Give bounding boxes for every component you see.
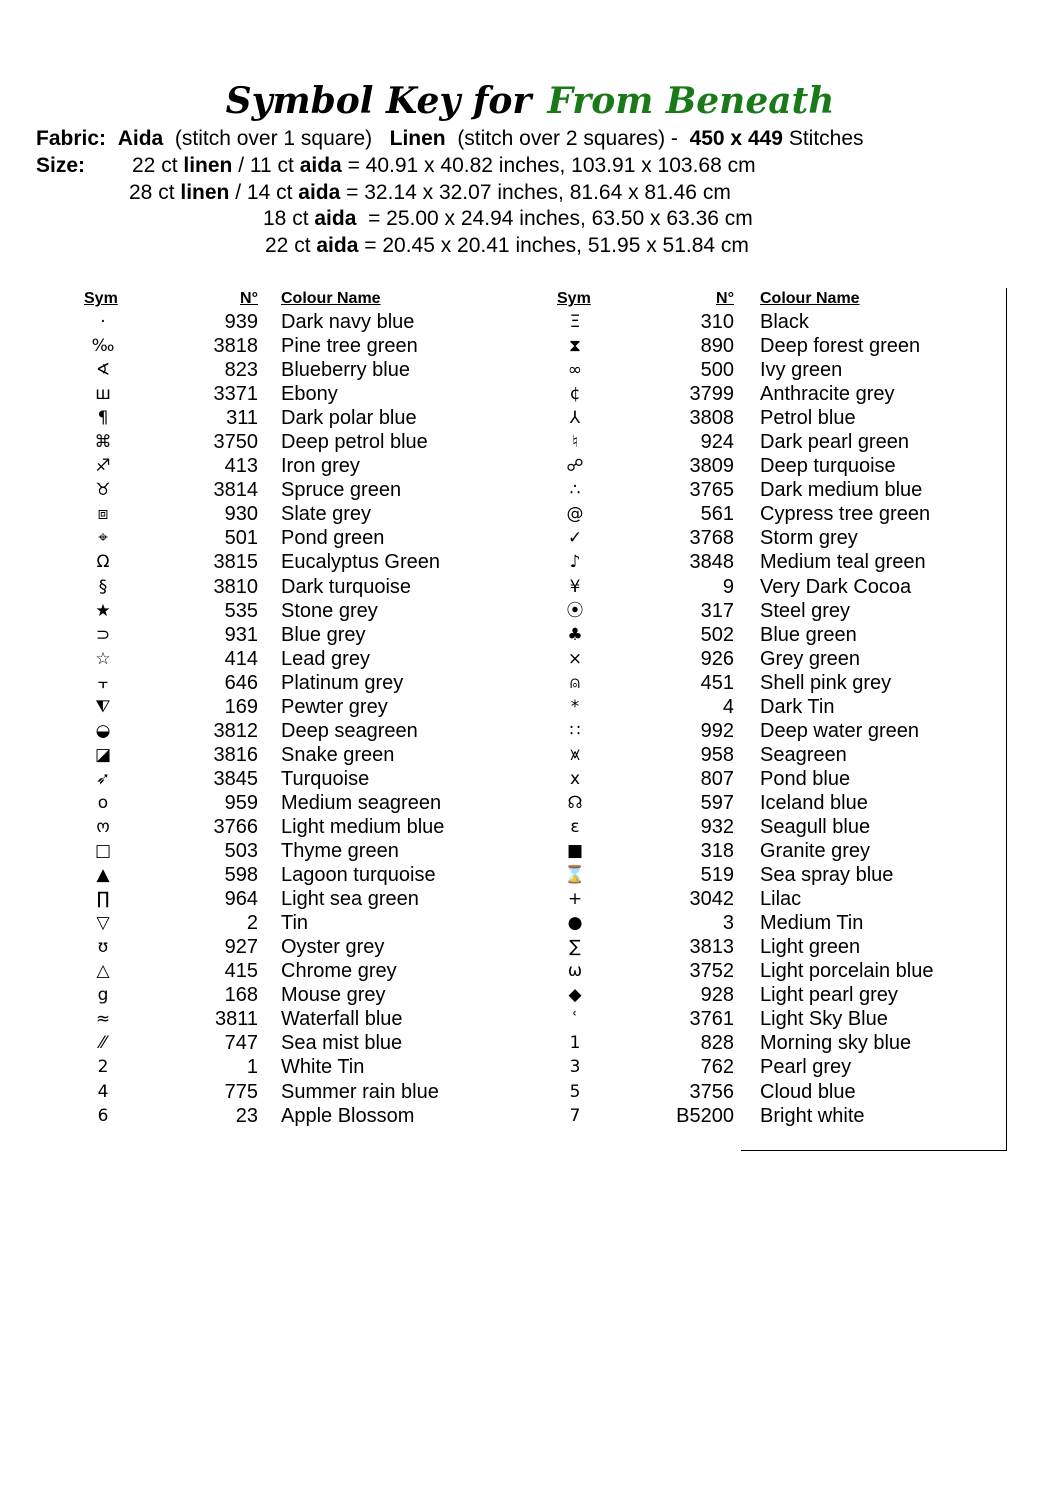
floss-number: 958 [700, 743, 734, 766]
floss-number: 927 [224, 936, 258, 959]
table-row [0, 815, 1006, 839]
floss-number: 3816 [213, 743, 258, 766]
symbol-glyph: ɛ [570, 816, 580, 837]
floss-number: 928 [700, 984, 734, 1007]
header-number: N° [240, 290, 258, 307]
colour-name: Iron grey [281, 455, 360, 478]
table-row [0, 911, 1006, 935]
symbol-glyph: ≈ [95, 1009, 111, 1030]
floss-number: 3845 [213, 767, 258, 790]
colour-name: Deep seagreen [281, 719, 418, 742]
symbol-glyph: ⧗ [569, 336, 581, 357]
floss-number: 775 [224, 1080, 258, 1103]
floss-number: 168 [224, 984, 258, 1007]
floss-number: 959 [224, 791, 258, 814]
floss-number: 3768 [689, 527, 734, 550]
page-title [0, 78, 1060, 124]
floss-number: 926 [700, 647, 734, 670]
symbol-glyph: ⌖ [98, 528, 108, 549]
colour-name: Light sea green [281, 888, 419, 911]
symbol-glyph: ⫟ [97, 672, 109, 693]
symbol-glyph: ∢ [95, 360, 111, 381]
colour-name: Oyster grey [281, 936, 385, 959]
title-prefix: Symbol Key for [225, 80, 532, 122]
symbol-glyph: ⁄⁄ [100, 1033, 106, 1054]
floss-number: 964 [224, 888, 258, 911]
colour-name: Lilac [760, 888, 802, 911]
floss-number: 3371 [213, 383, 258, 406]
colour-name: Lead grey [281, 647, 370, 670]
colour-name: Medium Tin [760, 912, 864, 935]
symbol-glyph: ☊ [567, 792, 583, 813]
floss-number: 924 [700, 431, 734, 454]
symbol-glyph: ʿ [572, 1009, 578, 1030]
table-row [0, 526, 1006, 550]
symbol-glyph: ◆ [568, 985, 582, 1006]
size-label: Size: [36, 154, 86, 177]
symbol-glyph: ➶ [95, 768, 111, 789]
table-row [0, 575, 1006, 599]
floss-number: 451 [700, 671, 734, 694]
table-row [0, 791, 1006, 815]
table-row [0, 406, 1006, 430]
symbol-glyph: ♪ [569, 552, 581, 573]
table-row [0, 839, 1006, 863]
header-colour-name: Colour Name [760, 290, 860, 307]
colour-name: Medium seagreen [281, 791, 442, 814]
colour-name: Dark turquoise [281, 575, 412, 598]
colour-name: Stone grey [281, 599, 378, 622]
floss-number: 3809 [689, 455, 734, 478]
floss-number: 2 [246, 912, 258, 935]
symbol-glyph: ★ [95, 600, 111, 621]
symbol-glyph: 5 [569, 1081, 581, 1102]
colour-name: Black [760, 311, 809, 333]
table-border-bottom [741, 1150, 1007, 1151]
symbol-glyph: x [569, 768, 581, 789]
colour-name: Eucalyptus Green [281, 551, 440, 574]
colour-name: Petrol blue [760, 407, 856, 430]
stitch-count: 450 x 449 [689, 127, 783, 150]
floss-number: 3042 [689, 888, 734, 911]
colour-name: Dark polar blue [281, 407, 417, 430]
symbol-glyph: 4 [97, 1081, 109, 1102]
size-line: 22 ct aida = 20.45 x 20.41 inches, 51.95 x 51.84 cm [265, 234, 749, 257]
colour-name: Morning sky blue [760, 1032, 912, 1055]
floss-number: 807 [700, 767, 734, 790]
symbol-glyph: ∴ [569, 480, 581, 501]
floss-number: 414 [224, 647, 258, 670]
table-row [0, 358, 1006, 382]
symbol-glyph: ¢ [569, 384, 581, 405]
symbol-glyph: ш [95, 384, 111, 405]
symbol-glyph: ♐ [95, 456, 111, 477]
table-row [0, 478, 1006, 502]
floss-number: 317 [700, 599, 734, 622]
symbol-glyph: + [567, 889, 583, 910]
colour-name: Cypress tree green [760, 503, 931, 526]
size-label-line [36, 153, 85, 179]
header-colour-name: Colour Name [281, 290, 381, 307]
symbol-glyph: ■ [566, 841, 584, 862]
table-row [0, 310, 1006, 334]
floss-number: 9 [722, 575, 734, 598]
floss-number: 318 [700, 840, 734, 863]
floss-number: 169 [224, 695, 258, 718]
table-row [0, 719, 1006, 743]
table-row [0, 334, 1006, 358]
symbol-table-right [0, 310, 1006, 1128]
floss-number: 3848 [689, 551, 734, 574]
symbol-glyph: ✓ [567, 528, 583, 549]
colour-name: Deep forest green [760, 335, 921, 358]
symbol-glyph: ◪ [94, 744, 112, 765]
colour-name: Iceland blue [760, 791, 868, 814]
header-sym: Sym [557, 290, 591, 307]
table-row [0, 959, 1006, 983]
floss-number: 823 [224, 359, 258, 382]
symbol-glyph: ω [567, 961, 583, 982]
colour-name: Ivy green [760, 359, 843, 382]
colour-name: Tin [281, 912, 309, 935]
colour-name: Pine tree green [281, 335, 418, 358]
floss-number: 3815 [213, 551, 258, 574]
pattern-name: From Beneath [547, 80, 835, 122]
symbol-glyph: ¥ [569, 576, 581, 597]
colour-name: Bright white [760, 1104, 865, 1127]
table-row [0, 454, 1006, 478]
stitch-label: Stitches [788, 127, 864, 150]
colour-name: Blue green [760, 623, 857, 646]
symbol-glyph: o [97, 792, 109, 813]
table-row [0, 550, 1006, 574]
colour-name: Apple Blossom [281, 1104, 415, 1127]
size-line: 18 ct aida = 25.00 x 24.94 inches, 63.50 x 63.36 cm [263, 207, 753, 230]
floss-number: 415 [224, 960, 258, 983]
floss-number: 502 [700, 623, 734, 646]
colour-name: Anthracite grey [760, 383, 895, 406]
colour-name: Pond green [281, 527, 385, 550]
table-row [0, 935, 1006, 959]
symbol-glyph: ⦿ [566, 600, 584, 621]
fabric-label: Fabric: [36, 127, 107, 150]
colour-name: Slate grey [281, 503, 372, 526]
symbol-glyph: · [100, 312, 106, 332]
floss-number: 3756 [689, 1080, 734, 1103]
colour-name: Pond blue [760, 767, 851, 790]
symbol-glyph: @ [566, 504, 584, 525]
table-row [0, 1031, 1006, 1055]
symbol-glyph: ო [96, 816, 110, 837]
symbol-glyph: ♮ [571, 432, 579, 453]
floss-number: 930 [224, 503, 258, 526]
symbol-glyph: □ [94, 841, 112, 862]
colour-name: Blue grey [281, 623, 366, 646]
floss-number: 939 [224, 311, 258, 333]
floss-number: B5200 [676, 1104, 734, 1127]
colour-name: Dark navy blue [281, 311, 415, 333]
symbol-glyph: ⧨ [95, 696, 111, 717]
symbol-glyph: ⧈ [97, 504, 109, 525]
colour-name: Deep petrol blue [281, 431, 428, 454]
colour-name: Light pearl grey [760, 984, 898, 1007]
table-row [0, 430, 1006, 454]
fabric-line [36, 126, 864, 152]
colour-name: Seagreen [760, 743, 847, 766]
symbol-glyph: ⌘ [94, 432, 112, 453]
floss-number: 3808 [689, 407, 734, 430]
colour-name: Seagull blue [760, 815, 871, 838]
colour-name: Medium teal green [760, 551, 926, 574]
symbol-glyph: Ξ [569, 312, 581, 332]
colour-name: Dark medium blue [760, 479, 923, 502]
floss-number: 3761 [689, 1008, 734, 1031]
table-row [0, 623, 1006, 647]
colour-name: Very Dark Cocoa [760, 575, 912, 598]
floss-number: 992 [700, 719, 734, 742]
floss-number: 23 [235, 1104, 258, 1127]
colour-name: Blueberry blue [281, 359, 410, 382]
symbol-glyph: 6 [97, 1105, 109, 1126]
fabric-aida: Aida [117, 127, 164, 150]
colour-name: Platinum grey [281, 671, 404, 694]
symbol-glyph: ∞ [567, 360, 583, 381]
colour-name: Ebony [281, 383, 338, 406]
floss-number: 3813 [689, 936, 734, 959]
floss-number: 646 [224, 671, 258, 694]
colour-name: Mouse grey [281, 984, 386, 1007]
symbol-glyph: ● [567, 913, 583, 934]
floss-number: 3810 [213, 575, 258, 598]
symbol-glyph: ♣ [567, 624, 583, 645]
floss-number: 413 [224, 455, 258, 478]
symbol-glyph: ☆ [95, 648, 111, 669]
table-row [0, 1007, 1006, 1031]
floss-number: 501 [224, 527, 258, 550]
floss-number: 535 [224, 599, 258, 622]
colour-name: Dark Tin [760, 695, 835, 718]
table-row [0, 767, 1006, 791]
colour-name: Cloud blue [760, 1080, 856, 1103]
symbol-glyph: ⌛ [564, 865, 586, 886]
symbol-glyph: ∷ [569, 720, 581, 741]
colour-name: Turquoise [281, 767, 370, 790]
colour-name: Sea spray blue [760, 864, 894, 887]
symbol-glyph: § [98, 576, 108, 597]
table-row [0, 1055, 1006, 1079]
colour-name: Chrome grey [281, 960, 397, 983]
colour-name: Sea mist blue [281, 1032, 403, 1055]
symbol-glyph: 1 [569, 1033, 581, 1054]
symbol-glyph: ▽ [96, 913, 110, 934]
table-row [0, 695, 1006, 719]
table-row [0, 1080, 1006, 1104]
symbol-glyph: 7 [569, 1105, 581, 1126]
floss-number: 3799 [689, 383, 734, 406]
floss-number: 3814 [213, 479, 258, 502]
floss-number: 597 [700, 791, 734, 814]
floss-number: 311 [226, 407, 258, 430]
symbol-glyph: ⩙ [570, 744, 580, 765]
colour-name: Pearl grey [760, 1056, 852, 1079]
symbol-glyph: ¶ [97, 408, 109, 429]
colour-name: Light green [760, 936, 861, 959]
table-row [0, 647, 1006, 671]
floss-number: 932 [700, 815, 734, 838]
fabric-linen-note: (stitch over 2 squares) - [457, 127, 678, 150]
floss-number: 3766 [213, 815, 258, 838]
symbol-glyph: ‰ [91, 336, 115, 357]
colour-name: Lagoon turquoise [281, 864, 436, 887]
symbol-glyph: Ω [96, 552, 110, 573]
size-line: 28 ct linen / 14 ct aida = 32.14 x 32.07 inches, 81.64 x 81.46 cm [129, 181, 731, 204]
colour-name: Light Sky Blue [760, 1008, 888, 1031]
colour-name: Shell pink grey [760, 671, 892, 694]
symbol-glyph: ∑ [569, 937, 581, 958]
table-row [0, 502, 1006, 526]
colour-name: White Tin [281, 1056, 365, 1079]
floss-number: 519 [700, 864, 734, 887]
floss-number: 503 [224, 840, 258, 863]
table-row [0, 743, 1006, 767]
symbol-glyph: ⅄ [569, 408, 581, 429]
colour-name: Dark pearl green [760, 431, 909, 454]
table-row [0, 887, 1006, 911]
floss-number: 3750 [213, 431, 258, 454]
symbol-glyph: ⨯ [567, 648, 583, 669]
colour-name: Thyme green [281, 840, 399, 863]
floss-number: 3812 [213, 719, 258, 742]
floss-number: 747 [224, 1032, 258, 1055]
colour-name: Pewter grey [281, 695, 388, 718]
floss-number: 500 [700, 359, 734, 382]
colour-name: Steel grey [760, 599, 851, 622]
colour-name: Storm grey [760, 527, 858, 550]
table-border-right [1006, 288, 1007, 1150]
header-number: N° [716, 290, 734, 307]
colour-name: Light porcelain blue [760, 960, 934, 983]
colour-name: Spruce green [281, 479, 402, 502]
floss-number: 598 [224, 864, 258, 887]
floss-number: 828 [700, 1032, 734, 1055]
symbol-glyph: * [570, 696, 580, 717]
symbol-glyph: ⍝ [569, 672, 581, 693]
table-row [0, 983, 1006, 1007]
floss-number: 3 [722, 912, 734, 935]
floss-number: 1 [246, 1056, 258, 1079]
table-row [0, 863, 1006, 887]
symbol-glyph: g [97, 985, 109, 1006]
symbol-glyph: ◒ [95, 720, 111, 741]
symbol-glyph: ▲ [96, 865, 110, 886]
table-row [0, 1104, 1006, 1128]
floss-number: 561 [700, 503, 734, 526]
header-sym: Sym [84, 290, 118, 307]
table-row [0, 382, 1006, 406]
colour-name: Grey green [760, 647, 861, 670]
fabric-linen: Linen [389, 127, 446, 150]
floss-number: 3765 [689, 479, 734, 502]
symbol-glyph: ʊ [97, 937, 109, 958]
floss-number: 890 [700, 335, 734, 358]
floss-number: 3752 [689, 960, 734, 983]
symbol-glyph: △ [96, 961, 110, 982]
colour-name: Waterfall blue [281, 1008, 403, 1031]
floss-number: 762 [700, 1056, 734, 1079]
floss-number: 3818 [213, 335, 258, 358]
colour-name: Snake green [281, 743, 395, 766]
colour-name: Summer rain blue [281, 1080, 439, 1103]
symbol-glyph: ♉ [95, 480, 111, 501]
symbol-glyph: 3 [569, 1057, 581, 1078]
table-row [0, 599, 1006, 623]
colour-name: Deep turquoise [760, 455, 896, 478]
colour-name: Light medium blue [281, 815, 445, 838]
symbol-glyph: 2 [97, 1057, 109, 1078]
symbol-glyph: ∏ [96, 889, 110, 910]
floss-number: 4 [722, 695, 734, 718]
colour-name: Granite grey [760, 840, 871, 863]
floss-number: 310 [700, 311, 734, 333]
colour-name: Deep water green [760, 719, 919, 742]
fabric-aida-note: (stitch over 1 square) [174, 127, 373, 150]
symbol-glyph: ☍ [566, 456, 584, 477]
symbol-glyph: ⊃ [95, 624, 111, 645]
floss-number: 3811 [214, 1008, 258, 1031]
table-row [0, 671, 1006, 695]
size-line: 22 ct linen / 11 ct aida = 40.91 x 40.82 inches, 103.91 x 103.68 cm [132, 154, 756, 177]
floss-number: 931 [224, 623, 258, 646]
